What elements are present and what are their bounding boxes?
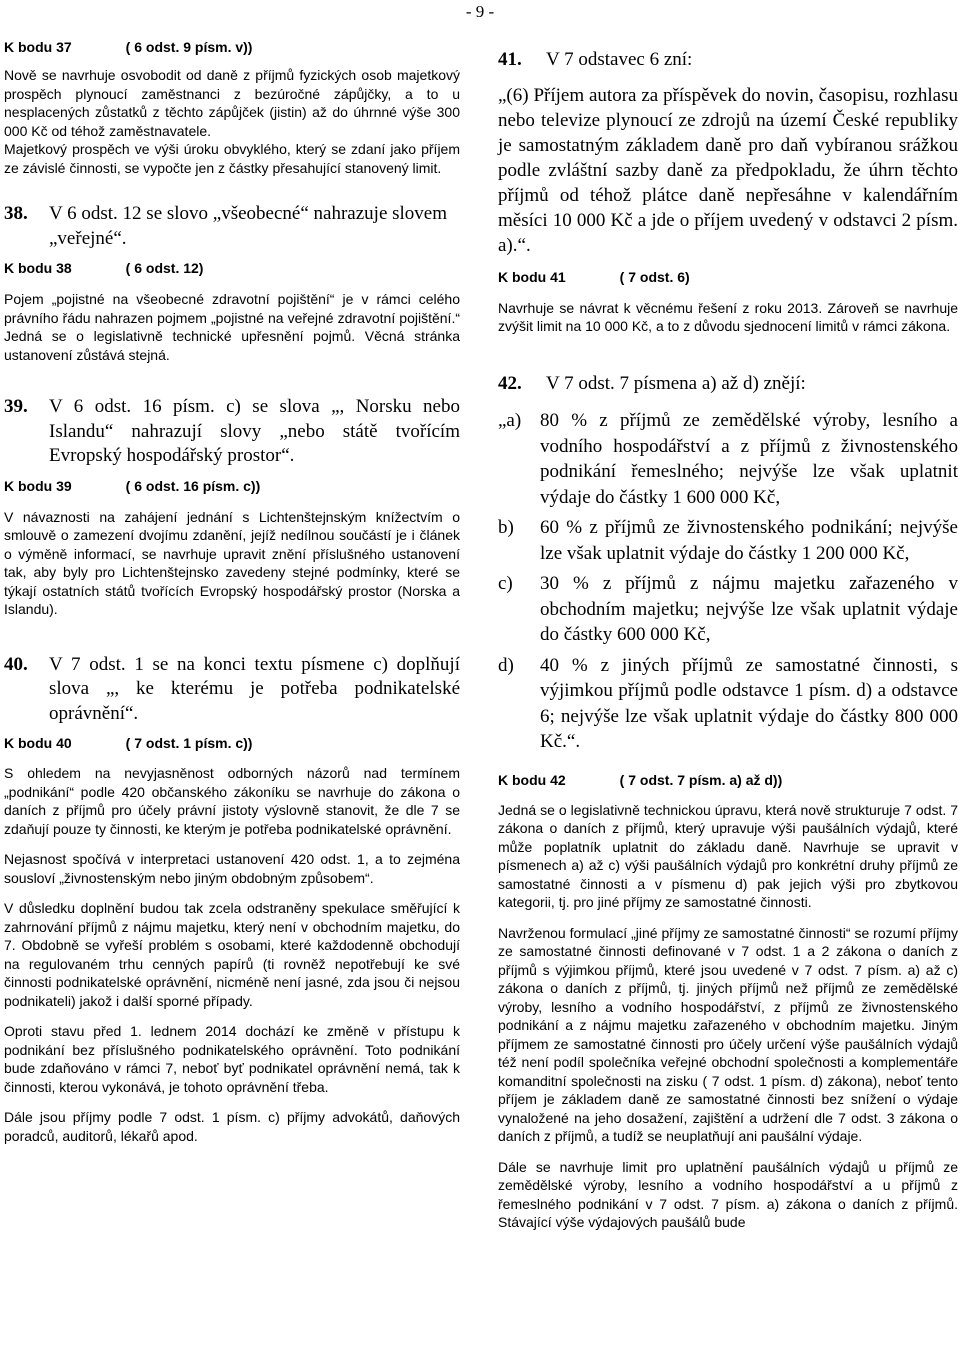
paragraph: Navrhuje se návrat k věcnému řešení z roku 2013. Zároveň se navrhuje zvýšit limit na 10 000 Kč, a to z důvodu sjednocení limitů v rámci zákona. xyxy=(498,299,958,334)
page-number: - 9 - xyxy=(465,2,495,21)
paragraph: Jedná se o legislativně technickou úpravu, která nově strukturuje 7 odst. 7 zákona o daních z příjmů, který upravuje výši paušálních výdajů, které může poplatník uplatnit do základu daně. Navrhuje se upravit v písmenech a) až c) výši paušálních výdajů pro konkrétní druhy příjmů ze samostatné činnosti a v písmenu d) pak jejich výši pro zbytkovou kategorii, tj. pro jiné příjmy ze samostatné činnosti. xyxy=(498,801,958,910)
amendment-39 xyxy=(4,395,460,469)
section-reference: ( 6 odst. 9 písm. v)) xyxy=(125,39,253,55)
list-item xyxy=(498,653,958,755)
section-reference: ( 7 odst. 1 písm. c)) xyxy=(125,735,253,751)
amendment-text: V 6 odst. 16 písm. c) se slova „, Norsku nebo Islandu“ nahrazují slovy „nebo státě tvořícím Evropský hospodářský prostor“. xyxy=(49,396,460,466)
amendment-text: V 7 odstavec 6 zní: xyxy=(546,49,693,70)
section-heading-38 xyxy=(4,259,460,277)
amendment-41 xyxy=(498,48,958,73)
paragraph: Navrženou formulací „jiné příjmy ze samostatné činnosti“ se rozumí příjmy ze samostatné činnosti definované v 7 odst. 1 a 2 zákona o daních z příjmů s výjimkou příjmů, které jsou uvedené v 7 odst. 7 písm. a) až c) zákona o daních z příjmů, tj. jiných příjmů než příjmů ze zemědělské výroby, lesního a vodního hospodářství, z příjmů ze živnostenského podnikání a z nájmu majetku zařazeného v obchodním majetku. Jiným příjmem ze samostatné činnosti pro účely určení výše paušálních výdajů též není podíl společníka veřejné obchodní společnosti a komplementáře komanditní společnosti na zisku ( 7 odst. 1 písm. d) zákona), neboť tento příjem je základem daně ze samostatné činnosti bez snížení o výdaje vynaložené na jeho dosažení, zajištění a udržení dle 7 odst. 3 zákona o daních z příjmů, a tudíž se neuplatňují ani paušální výdaje. xyxy=(498,924,958,1144)
section-label: K bodu 40 xyxy=(4,735,72,751)
paragraph: V důsledku doplnění budou tak zcela odstraněny spekulace směřující k zahrnování příjmů z nájmu majetku, který není v obchodním majetku, do 7. Obdobně se vyřeší problém s osobami, které každodenně obchodují na regulovaném trhu cenných papírů (ti rovněž nepotřebují ke své činnosti podnikatelské oprávnění, nicméně není jasné, zda jsou či nejsou podnikateli) jakož i další sporné případy. xyxy=(4,900,460,1009)
paragraph: Nejasnost spočívá v interpretaci ustanovení 420 odst. 1, a to zejména sousloví „živnostenským nebo jiným obdobným způsobem“. xyxy=(4,851,460,886)
section-reference: ( 6 odst. 12) xyxy=(125,260,204,276)
list-item xyxy=(498,571,958,648)
list-item xyxy=(498,515,958,566)
section-label: K bodu 38 xyxy=(4,260,72,276)
amendment-text: V 7 odst. 1 se na konci textu písmene c) doplňují slova „, ke kterému je potřeba podnikatelské oprávnění“. xyxy=(49,653,460,724)
list-item-text: 40 % z jiných příjmů ze samostatné činnosti, s výjimkou příjmů podle odstavce 1 písm. d) a odstavce 6; nejvýše lze však uplatnit výdaje do částky 800 000 Kč.“. xyxy=(540,654,958,752)
list-item-label: b) xyxy=(498,517,514,538)
paragraph: Dále se navrhuje limit pro uplatnění paušálních výdajů u příjmů ze zemědělské výroby, lesního a vodního hospodářství a u příjmů z řemeslného podnikání v 7 odst. 7 písm. a) zákona o daních z příjmů. Stávající výše výdajových paušálů bude xyxy=(498,1158,958,1230)
amendment-number: 39. xyxy=(4,396,28,417)
section-heading-37 xyxy=(4,38,460,56)
paragraph: V návaznosti na zahájení jednání s Lichtenštejnským knížectvím o smlouvě o zamezení dvojímu zdanění, jejíž nedílnou součástí je i článek o výměně informací, se navrhuje upravit znění příslušného ustanovení tak, aby byly pro Lichtenštejnsko zavedeny stejné podmínky, které se týkají ostatních států tvořících Evropský hospodářský prostor (Norska a Islandu). xyxy=(4,508,460,617)
section-label: K bodu 39 xyxy=(4,477,72,494)
section-heading-42 xyxy=(498,771,958,789)
section-heading-39 xyxy=(4,477,460,495)
section-reference: ( 6 odst. 16 písm. c)) xyxy=(125,477,261,494)
paragraph: Dále jsou příjmy podle 7 odst. 1 písm. c) příjmy advokátů, daňových poradců, auditorů, lékařů apod. xyxy=(4,1109,460,1144)
paragraph: Oproti stavu před 1. lednem 2014 dochází ke změně v přístupu k podnikání bez příslušného podnikatelského oprávnění. Toto podnikání bude zdaňováno v rámci 7, neboť byť podnikatel oprávnění nemá, tak k činnosti, kterou vykonává, je tohoto oprávnění třeba. xyxy=(4,1023,460,1095)
amendment-number: 41. xyxy=(498,49,522,70)
section-heading-41 xyxy=(498,268,958,286)
section-reference: ( 7 odst. 7 písm. a) až d)) xyxy=(619,771,783,788)
list-item-text: 80 % z příjmů ze zemědělské výroby, lesního a vodního hospodářství a z příjmů z živnostenského podnikání řemeslného; nejvýše lze však uplatnit výdaje do částky 1 600 000 Kč, xyxy=(540,410,958,508)
amendment-42 xyxy=(498,372,958,397)
list-item-text: 60 % z příjmů ze živnostenského podnikání; nejvýše lze však uplatnit výdaje do částky 1 200 000 Kč, xyxy=(540,517,958,564)
quoted-provision: „(6) Příjem autora za příspěvek do novin, časopisu, rozhlasu nebo televize plynoucí ze zdrojů na území České republiky je samostatným základem daně pro daň vybíranou srážkou podle zvláštní sazby daně za předpokladu, že úhrn těchto příjmů od téhož plátce daně nepřesáhne v kalendářním měsíci 10 000 Kč a jde o příjem uvedený v odstavci 2 písm. a).“. xyxy=(498,84,958,256)
amendment-text: V 6 odst. 12 se slovo „všeobecné“ nahrazuje slovem „veřejné“. xyxy=(49,203,448,249)
paragraph: Majetkový prospěch ve výši úroku obvyklého, který se zdaní jako příjem ze závislé činnosti, se vypočte jen z částky přesahující stanovený limit. xyxy=(4,141,460,176)
paragraph: Pojem „pojistné na všeobecné zdravotní pojištění“ je v rámci celého právního řádu nahrazen pojmem „pojistné na veřejné zdravotní pojištění.“ Jedná se o legislativně technické upřesnění pojmů. Věcná stránka ustanovení zůstává stejná. xyxy=(4,291,460,363)
list-item-label: c) xyxy=(498,573,513,594)
right-column xyxy=(498,48,958,1232)
section-label: K bodu 42 xyxy=(498,771,566,788)
amendment-40 xyxy=(4,653,460,727)
amendment-number: 38. xyxy=(4,203,28,224)
amendment-number: 42. xyxy=(498,372,522,394)
section-reference: ( 7 odst. 6) xyxy=(619,268,690,285)
section-label: K bodu 37 xyxy=(4,39,72,55)
paragraph: S ohledem na nevyjasněnost odborných názorů nad termínem „podnikání“ podle 420 občanského zákoníku se navrhuje do zákona o daních z příjmů pro účely právní jistoty výslovně stanovit, že dle 7 se zdaňují pouze ty činnosti, ke kterým je potřeba podnikatelské oprávnění. xyxy=(4,765,460,837)
amendment-38 xyxy=(4,202,460,251)
left-column xyxy=(4,38,460,1145)
section-label: K bodu 41 xyxy=(498,268,566,285)
list-item-label: „a) xyxy=(498,410,522,431)
list-item xyxy=(498,408,958,510)
paragraph: Nově se navrhuje osvobodit od daně z příjmů fyzických osob majetkový prospěch plynoucí zaměstnanci z bezúročné zápůjčky, a to u nesplacených zůstatků z těchto zápůjček (jistin) až do úhrnné výše 300 000 Kč od téhož zaměstnavatele. xyxy=(4,67,460,139)
list-item-label: d) xyxy=(498,654,514,676)
amendment-text: V 7 odst. 7 písmena a) až d) znějí: xyxy=(546,372,806,394)
amendment-list xyxy=(498,408,958,755)
section-heading-40 xyxy=(4,734,460,752)
amendment-number: 40. xyxy=(4,653,28,675)
list-item-text: 30 % z příjmů z nájmu majetku zařazeného v obchodním majetku; nejvýše lze však uplatnit výdaje do částky 600 000 Kč, xyxy=(540,573,958,645)
